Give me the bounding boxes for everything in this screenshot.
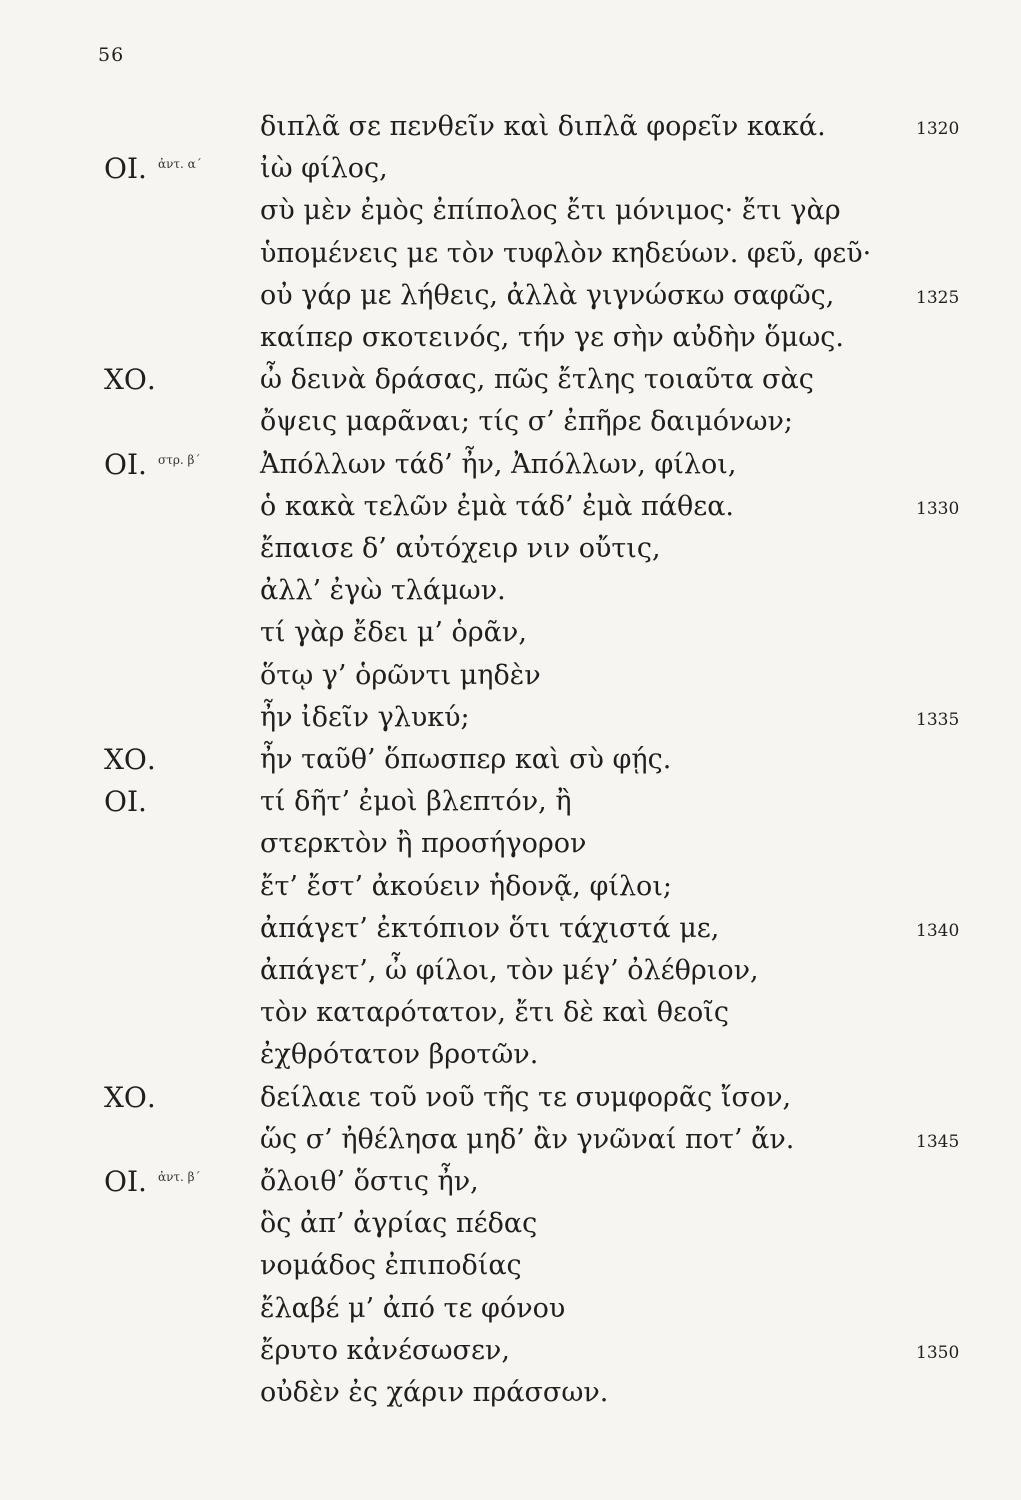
verse-line — [0, 1288, 1021, 1330]
verse-text: ὥς σ’ ἠθέλησα μηδ’ ἂν γνῶναί ποτ’ ἄν. — [260, 1123, 795, 1155]
line-number: 1330 — [916, 498, 960, 519]
verse-line — [0, 823, 1021, 865]
verse-text: ὦ δεινὰ δράσας, πῶς ἔτλης τοιαῦτα σὰς — [260, 364, 814, 396]
strophe-marker: ἀντ. β´ — [158, 1170, 201, 1184]
verse-text: οὐδὲν ἐς χάριν πράσσων. — [260, 1377, 609, 1408]
verse-text: Ἀπόλλων τάδ’ ἦν, Ἀπόλλων, φίλοι, — [260, 448, 737, 480]
verse-text: τί δῆτ’ ἐμοὶ βλεπτόν, ἢ — [260, 786, 572, 818]
verse-line — [0, 486, 1021, 528]
verse-line — [0, 148, 1021, 190]
verse-line — [0, 106, 1021, 148]
verse-text: ἦν ταῦθ’ ὅπωσπερ καὶ σὺ φῄς. — [260, 744, 672, 775]
speaker-label: ΟΙ. — [104, 785, 147, 819]
verse-text: ἔτ’ ἔστ’ ἀκούειν ἡδονᾷ, φίλοι; — [260, 870, 673, 902]
verse-text: οὐ γάρ με λήθεις, ἀλλὰ γιγνώσκω σαφῶς, — [260, 279, 835, 311]
verse-line — [0, 1245, 1021, 1287]
verse-line — [0, 1034, 1021, 1076]
verse-text: ἰὼ φίλος, — [260, 153, 388, 185]
strophe-marker: ἀντ. α´ — [158, 157, 202, 172]
speaker-label: ΧΟ. — [104, 363, 156, 397]
verse-text: ἦν ἰδεῖν γλυκύ; — [260, 701, 470, 733]
verse-text: νομάδος ἐπιποδίας — [260, 1250, 522, 1282]
verse-text: ὄψεις μαρᾶναι; τίς σ’ ἐπῆρε δαιμόνων; — [260, 406, 793, 438]
speaker-label: ΧΟ. — [104, 1080, 156, 1114]
verse-text: διπλᾶ σε πενθεῖν καὶ διπλᾶ φορεῖν κακά. — [260, 111, 826, 142]
verse-line — [0, 1077, 1021, 1119]
verse-line — [0, 781, 1021, 823]
verse-text: ἔπαισε δ’ αὐτόχειρ νιν οὔτις, — [260, 533, 661, 564]
line-number: 1345 — [916, 1131, 960, 1152]
verse-text: ὄλοιθ’ ὅστις ἦν, — [260, 1166, 479, 1197]
verse-text: ἔρυτο κἀνέσωσεν, — [260, 1334, 510, 1366]
verse-text: σὺ μὲν ἐμὸς ἐπίπολος ἔτι μόνιμος· ἔτι γὰρ — [260, 195, 841, 227]
line-number: 1350 — [916, 1342, 960, 1363]
verse-line — [0, 1203, 1021, 1245]
speaker-label: ΟΙ. — [104, 152, 147, 186]
verse-text: ὑπομένεις με τὸν τυφλὸν κηδεύων. φεῦ, φεῦ· — [260, 237, 872, 269]
verse-line — [0, 739, 1021, 781]
verse-text: ἐχθρότατον βροτῶν. — [260, 1039, 539, 1071]
verse-text: δείλαιε τοῦ νοῦ τῆς τε συμφορᾶς ἴσον, — [260, 1081, 792, 1113]
verse-line — [0, 992, 1021, 1034]
verse-line — [0, 1330, 1021, 1372]
strophe-marker: στρ. β´ — [158, 452, 201, 467]
line-number: 1325 — [916, 287, 960, 308]
verse-line — [0, 612, 1021, 654]
verse-text: τὸν καταρότατον, ἔτι δὲ καὶ θεοῖς — [260, 997, 729, 1029]
verse-line — [0, 317, 1021, 359]
verse-text: ἀπάγετ’ ἐκτόπιον ὅτι τάχιστά με, — [260, 912, 720, 944]
verse-line — [0, 528, 1021, 570]
verse-line — [0, 866, 1021, 908]
page-number: 56 — [98, 44, 125, 66]
verse-line — [0, 233, 1021, 275]
verse-line — [0, 697, 1021, 739]
verse-line — [0, 570, 1021, 612]
speaker-label: ΧΟ. — [104, 743, 156, 776]
speaker-label: ΟΙ. — [104, 1165, 147, 1198]
verse-text: ὁ κακὰ τελῶν ἐμὰ τάδ’ ἐμὰ πάθεα. — [260, 490, 735, 522]
line-number: 1320 — [916, 119, 960, 139]
verse-text: ὃς ἀπ’ ἀγρίας πέδας — [260, 1208, 538, 1240]
verse-text: στερκτὸν ἢ προσήγορον — [260, 828, 587, 860]
verse-line — [0, 275, 1021, 317]
verse-line — [0, 359, 1021, 401]
verse-line — [0, 1161, 1021, 1203]
verse-text: καίπερ σκοτεινός, τήν γε σὴν αὐδὴν ὅμως. — [260, 322, 844, 353]
verse-line — [0, 908, 1021, 950]
line-number: 1340 — [916, 920, 960, 941]
verse-line — [0, 1119, 1021, 1161]
verse-line — [0, 950, 1021, 992]
verse-text: ἀλλ’ ἐγὼ τλάμων. — [260, 575, 506, 607]
verse-text: ἔλαβέ μ’ ἀπό τε φόνου — [260, 1292, 566, 1324]
speaker-label: ΟΙ. — [104, 447, 147, 481]
verse-line — [0, 1372, 1021, 1414]
verse-text: τί γὰρ ἔδει μ’ ὁρᾶν, — [260, 617, 527, 649]
verse-line — [0, 190, 1021, 232]
verse-text: ἀπάγετ’, ὦ φίλοι, τὸν μέγ’ ὀλέθριον, — [260, 955, 759, 986]
verse-line — [0, 655, 1021, 697]
line-number: 1335 — [916, 709, 960, 730]
verse-line — [0, 401, 1021, 443]
verse-text: ὅτῳ γ’ ὁρῶντι μηδὲν — [260, 659, 541, 691]
verse-line — [0, 444, 1021, 486]
